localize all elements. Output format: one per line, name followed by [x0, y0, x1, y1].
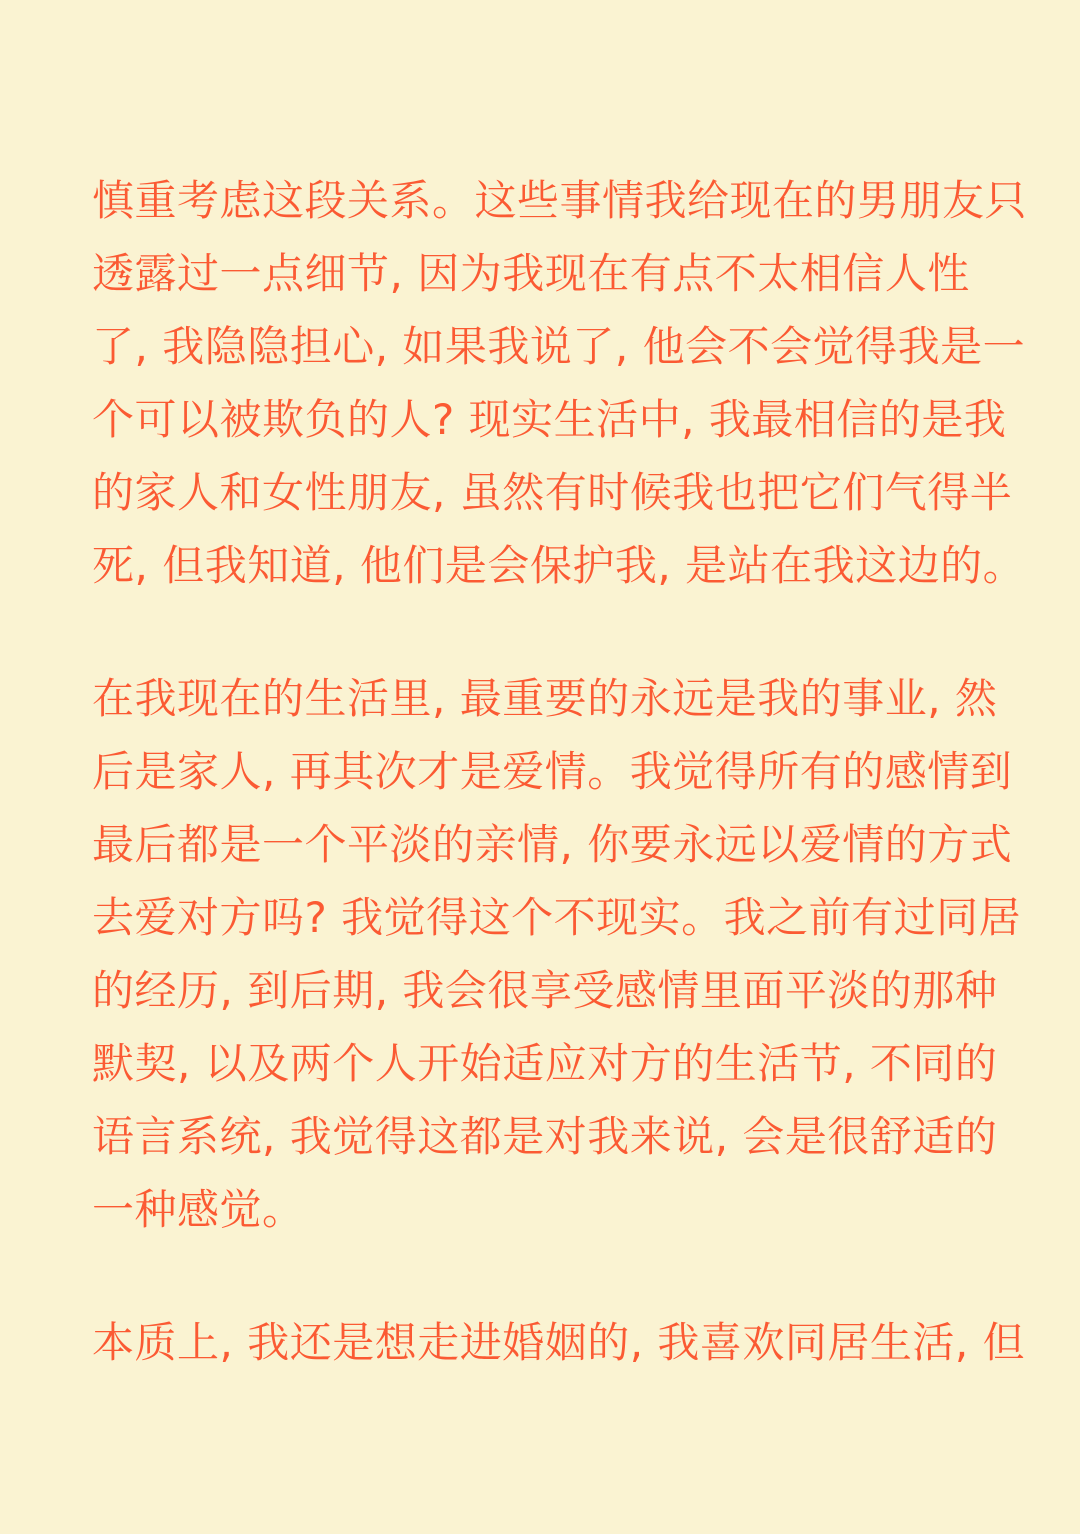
text-line: 了, 我隐隐担心, 如果我说了, 他会不会觉得我是一	[92, 322, 1026, 371]
text-line: 透露过一点细节, 因为我现在有点不太相信人性	[92, 249, 970, 298]
text-line: 慎重考虑这段关系。这些事情我给现在的男朋友只	[92, 176, 1028, 225]
text-line: 最后都是一个平淡的亲情, 你要永远以爱情的方式	[92, 820, 1013, 869]
text-line: 的家人和女性朋友, 虽然有时候我也把它们气得半	[92, 468, 1013, 517]
text-line: 默契, 以及两个人开始适应对方的生活节, 不同的	[92, 1039, 998, 1088]
text-line: 后是家人, 再其次才是爱情。我觉得所有的感情到	[92, 747, 1013, 796]
text-line: 的经历, 到后期, 我会很享受感情里面平淡的那种	[92, 966, 998, 1015]
text-line: 一种感觉。	[92, 1185, 305, 1234]
text-line: 本质上, 我还是想走进婚姻的, 我喜欢同居生活, 但	[92, 1318, 1026, 1367]
paragraph-2	[92, 662, 1022, 1246]
paragraph-1	[92, 164, 1028, 602]
text-line: 在我现在的生活里, 最重要的永远是我的事业, 然	[92, 674, 998, 723]
text-line: 死, 但我知道, 他们是会保护我, 是站在我这边的。	[92, 541, 1026, 590]
text-line: 语言系统, 我觉得这都是对我来说, 会是很舒适的	[92, 1112, 998, 1161]
text-line: 去爱对方吗? 我觉得这个不现实。我之前有过同居	[92, 893, 1022, 942]
paragraph-3	[92, 1306, 1026, 1379]
text-line: 个可以被欺负的人? 现实生活中, 我最相信的是我	[92, 395, 1007, 444]
